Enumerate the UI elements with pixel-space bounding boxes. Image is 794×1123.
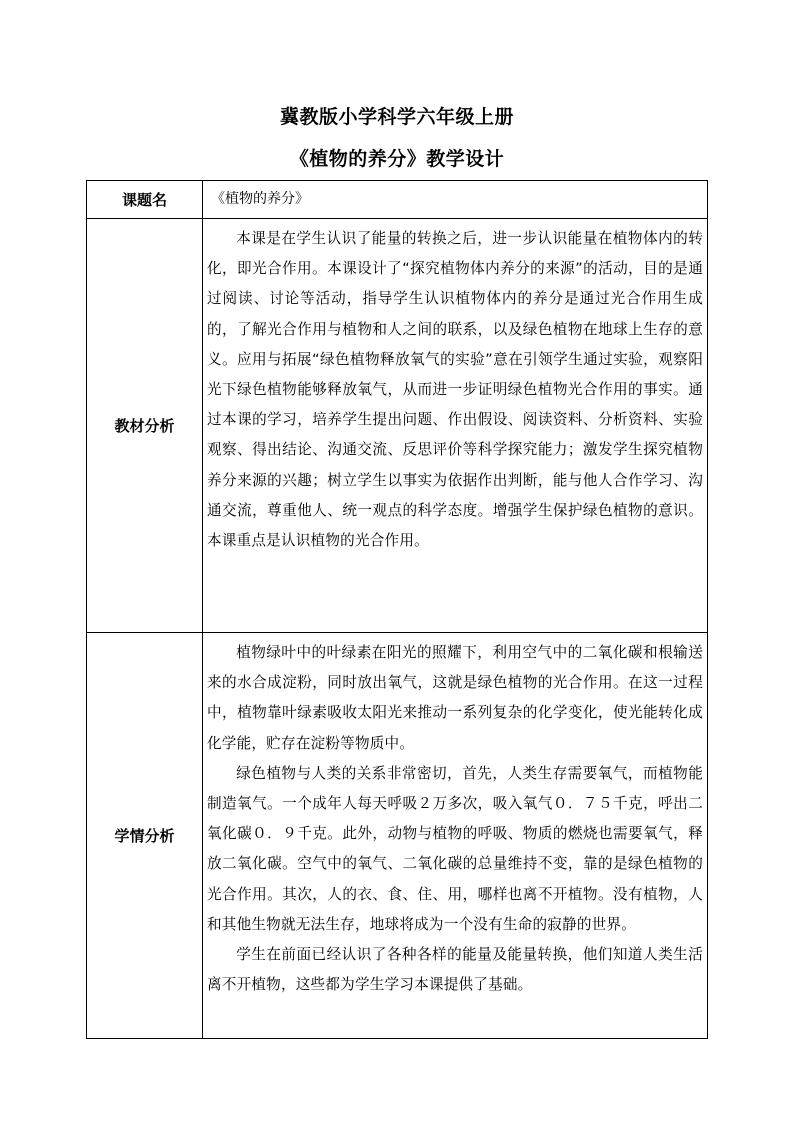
student-analysis-cell [203, 633, 708, 1039]
document-title: 冀教版小学科学六年级上册 [279, 106, 514, 128]
textbook-analysis-paragraph: 本课是在学生认识了能量的转换之后，进一步认识能量在植物体内的转化，即光合作用。本课设计了“探究植物体内养分的来源”的活动，目的是通过阅读、讨论等活动，指导学生认识植物体内的养分是通过光合作用生成的，了解光合作用与植物和人之间的联系，以及绿色植物在地球上生存的意义。应用与拓展“绿色植物释放氧气的实验”意在引领学生通过实验，观察阳光下绿色植物能够释放氧气，从而进一步证明绿色植物光合作用的事实。通过本课的学习，培养学生提出问题、作出假设、阅读资料、分析资料、实验观察、得出结论、沟通交流、反思评价等科学探究能力；激发学生探究植物养分来源的兴趣；树立学生以事实为依据作出判断，能与他人合作学习、沟通交流，尊重他人、统一观点的科学态度。增强学生保护绿色植物的意识。本课重点是认识植物的光合作用。 [207, 230, 703, 550]
textbook-analysis-cell [203, 219, 708, 633]
document-subtitle: 《植物的养分》教学设计 [289, 148, 505, 170]
table-row-topic [87, 181, 708, 219]
textbook-analysis-label: 教材分析 [87, 219, 203, 633]
table-row-textbook-analysis [87, 219, 708, 633]
student-analysis-paragraph-2: 绿色植物与人类的关系非常密切，首先，人类生存需要氧气，而植物能制造氧气。一个成年人每天呼吸２万多次，吸入氧气０．７５千克，呼出二氧化碳０．９千克。此外，动物与植物的呼吸、物质的燃烧也需要氧气，释放二氧化碳。空气中的氧气、二氧化碳的总量维持不变，靠的是绿色植物的光合作用。其次，人的衣、食、住、用，哪样也离不开植物。没有植物，人和其他生物就无法生存，地球将成为一个没有生命的寂静的世界。 [207, 764, 703, 933]
topic-label: 课题名 [87, 181, 203, 219]
topic-value-cell [203, 181, 708, 219]
table-row-student-analysis [87, 633, 708, 1039]
student-analysis-paragraph-3: 学生在前面已经认识了各种各样的能量及能量转换，他们知道人类生活离不开植物，这些都为学生学习本课提供了基础。 [207, 946, 703, 994]
student-analysis-paragraph-1: 植物绿叶中的叶绿素在阳光的照耀下，利用空气中的二氧化碳和根输送来的水合成淀粉，同时放出氧气，这就是绿色植物的光合作用。在这一过程中，植物靠叶绿素吸收太阳光来推动一系列复杂的化学变化，使光能转化成化学能，贮存在淀粉等物质中。 [207, 644, 703, 752]
topic-value: 《植物的养分》 [211, 191, 309, 207]
lesson-design-table [86, 180, 708, 1039]
student-analysis-label: 学情分析 [87, 633, 203, 1039]
